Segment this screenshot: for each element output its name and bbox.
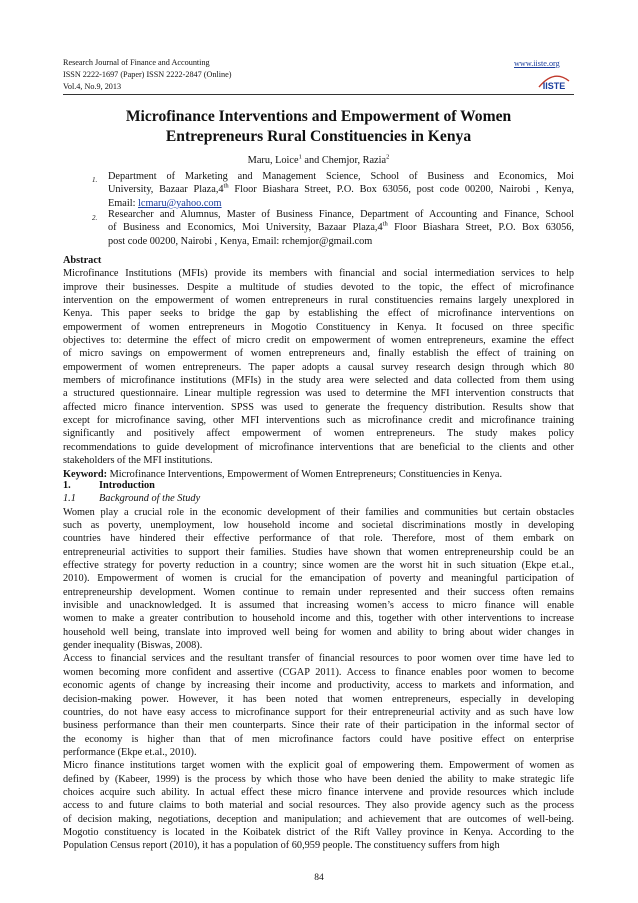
text-line: business performance than their men counterparts. Since their rate of their participation in the informal sector of (63, 720, 574, 732)
text-line: of micro savings on empowerment of women entrepreneurs and, finally establish the effect of training on (63, 348, 574, 360)
issn: ISSN 2222-1697 (Paper) ISSN 2222-2847 (Online) (63, 70, 232, 79)
text-line: entrepreneurship development. Women continue to remain under represented and their success often remains (63, 586, 574, 598)
authors: Maru, Loice$^1$ and Chemjor, Razia$^2$ (247, 153, 390, 166)
svg-text:IISTE: IISTE (542, 81, 566, 91)
journal-name: Research Journal of Finance and Accounting (63, 58, 210, 67)
text-line: empowerment of women entrepreneurs. The paper adopts a causal survey research design through which 80 (63, 361, 574, 373)
text-line: women to make a greater contribution to household income and this, together with other interventions to increase (63, 613, 574, 625)
subsection-heading: 1.1 Background of the Study (63, 493, 201, 505)
text-line: choices acquire such ability. In actual effect these micro finance intervene and provide resources which include (63, 786, 574, 798)
text-line: effective strategy for poverty reduction in a country; since women are the worst hit in such situation (Ekpe et.al., (63, 560, 574, 572)
text-line: of decision making, negotiations, deception and manipulation; and achievement that are outcomes of well-being. (63, 813, 574, 825)
text-line: Women play a crucial role in the economic development of their families and communities but certain obstacles (63, 506, 574, 518)
text-line: Mogotio constituency is located in the Koibatek district of the Rift Valley province in Kenya. According to the (63, 826, 574, 838)
section-heading: 1. Introduction (63, 480, 155, 491)
text-line: improve their businesses. Despite a multitude of studies devoted to the topic, the effect of microfinance (63, 281, 574, 293)
text-line: invisible and unacknowledged. It is assumed that increasing women’s access to micro finance will enable (63, 600, 574, 612)
text-line: except for microfinance saving, other MFI interventions such as microfinance credit and microfinance training (63, 415, 574, 427)
affiliation-number: 2. (92, 214, 98, 222)
text-line: performance (Ekpe et.al., 2010). (63, 746, 197, 758)
volume-issue: Vol.4, No.9, 2013 (63, 82, 122, 91)
text-line: stakeholders of the MFI institutions. (63, 455, 213, 467)
text-line: Microfinance Institutions (MFIs) provide its members with financial and social intermediation services to help (63, 268, 574, 280)
text-line: a structured questionnaire. Linear multiple regression was used to determine the MFI intervention constructs that (63, 388, 574, 400)
iiste-logo-icon (537, 71, 571, 91)
author-1: Maru, Loice (247, 155, 299, 166)
text-line: intervention on the empowerment of women entrepreneurs in rural constituencies remains largely unexplored in (63, 295, 574, 307)
text-line: Access to financial services and the resultant transfer of financial resources to poor women over time have led to (63, 653, 574, 665)
text-line: significantly and positively affect empowerment of women entrepreneurs. The study makes policy (63, 428, 574, 440)
body-text (63, 506, 574, 853)
text-line: objectives to: determine the effect of micro credit on empowerment of women entrepreneurs, examine the effect (63, 335, 574, 347)
text-line: entrepreneurial activities to support their families. Studies have shown that women entrepreneurship could be an (63, 546, 574, 558)
text-line: defined by (Kabeer, 1999) is the process by which those who have been denied the ability to make strategic life (63, 773, 574, 785)
affiliation-1: Department of Marketing and Management Science, School of Business and Economics, Moi University, Bazaar Plaza,4th Floor Biashara Street, P.O. Box 63056, post code 00200, Nairobi , Kenya, Email: lcmaru@yahoo.com (108, 171, 574, 209)
text-line: decision-making power. However, it has been noted that women entrepreneurs, especially in developing (63, 693, 574, 705)
text-line: affected micro finance intervention. SPSS was used to generate the frequency distribution. Results show that (63, 401, 574, 413)
journal-website-link[interactable]: www.iiste.org (514, 59, 560, 68)
page-number: 84 (314, 873, 324, 883)
text-line: Micro finance institutions target women with the explicit goal of empowering them. Empowerment of women as (63, 760, 574, 772)
text-line: the economy is higher than that of men microfinance factors could have positive effect on enterprise (63, 733, 574, 745)
text-line: empowerment of women entrepreneurs in Mogotio Constituency in Kenya. It focused on three specific (63, 321, 574, 333)
text-line: countries, do not have easy access to microfinance support for their entrepreneurial activity and as such have low (63, 706, 574, 718)
email-link[interactable]: lcmaru@yahoo.com (138, 197, 222, 209)
text-line: such as poverty, unemployment, low household income and societal discriminations mostly in developing (63, 520, 574, 532)
text-line: members of microfinance institutions (MFIs) in the study area were selected and data collected from them using (63, 375, 574, 387)
affiliation-2: Researcher and Alumnus, Master of Business Finance, Department of Accounting and Finance, School of Business and Economics, Moi University, Bazaar Plaza,4th Floor Biashara Street, P.O. Box 63056, post code 00200, Nairobi , Kenya, Email: rchemjor@gmail.com (108, 209, 574, 247)
text-line: Population Census report (2010), it has a population of 60,959 people. The constituency suffers from high (63, 840, 500, 852)
text-line: access to and future claims to both material and social resources. They also provide agency such as the process (63, 800, 574, 812)
author-2: and Chemjor, Razia (301, 155, 387, 166)
title-line-1: Microfinance Interventions and Empowerment of Women (125, 108, 512, 125)
text-line: women becoming more confident and assertive (CGAP 2011). Access to finance enables poor women to become (63, 666, 574, 678)
introduction-section (63, 479, 574, 853)
text-line: Kenya. This paper seeks to bridge the gap by establishing the effect of microfinance interventions on (63, 308, 574, 320)
abstract-section (63, 254, 574, 481)
title-line-2: Entrepreneurs Rural Constituencies in Kenya (165, 127, 472, 145)
text-line: countries have hindered their effective performance of that role. Therefore, most of them embark on (63, 533, 574, 545)
abstract-text (63, 267, 574, 467)
keywords: Keyword: Microfinance Interventions, Empowerment of Women Entrepreneurs; Constituencies in Kenya. (63, 468, 503, 480)
text-line: recommendations to guide development of microfinance interventions that are beneficial to the clients and other (63, 441, 574, 453)
text-line: household well being, translate into improved well being for women and ability to bring about wider changes in (63, 626, 574, 638)
text-line: gender inequality (Biswas, 2008). (63, 640, 203, 652)
affiliation-number: 1. (92, 176, 98, 184)
abstract-heading: Abstract (63, 255, 102, 266)
header-rule (63, 94, 574, 95)
paper-title (63, 107, 574, 146)
text-line: economic agents of change by increasing their income and productivity, access to markets and information, and (63, 680, 574, 692)
text-line: 2010). Empowerment of women is crucial for the emancipation of poverty and meaningful participation of (63, 573, 574, 585)
